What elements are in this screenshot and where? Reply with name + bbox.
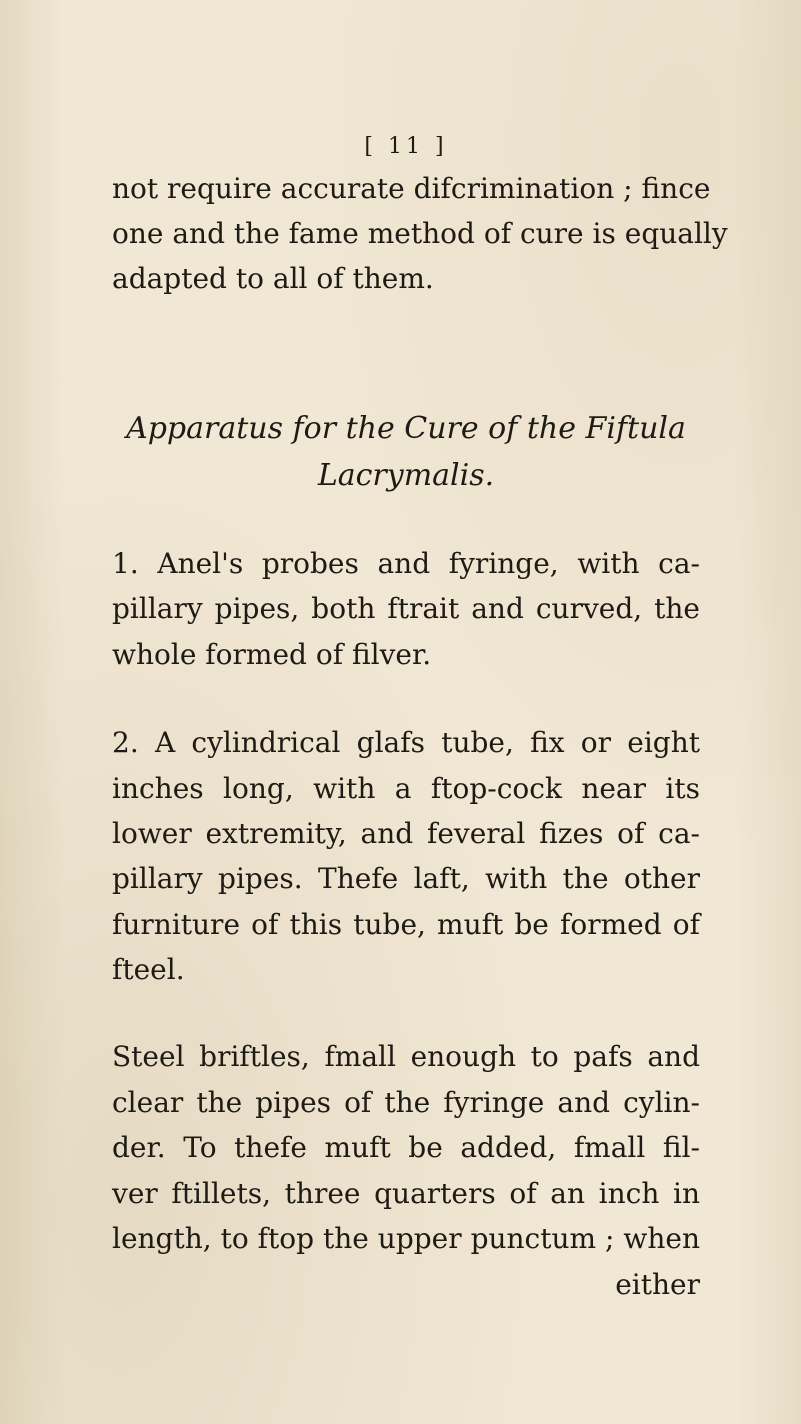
paragraph-line: Steel briftles, fmall enough to pafs and [112, 1040, 700, 1073]
list-item-line: fteel. [112, 953, 185, 986]
paragraph-line: length, to ftop the upper punctum ; when [112, 1222, 700, 1255]
paragraph-line: clear the pipes of the fyringe and cylin- [112, 1086, 700, 1119]
paragraph-line: der. To thefe muft be added, fmall fil- [112, 1131, 700, 1164]
list-item-line: whole formed of filver. [112, 638, 432, 671]
section-heading: Lacrymalis. [317, 458, 495, 493]
paragraph-line: one and the fame method of cure is equally [112, 217, 728, 250]
list-item-line: 1. Anel's probes and fyringe, with ca- [112, 547, 700, 580]
page-number: [ 11 ] [364, 134, 448, 159]
paragraph-line: ver ftillets, three quarters of an inch in [112, 1177, 700, 1210]
list-item-line: pillary pipes, both ftrait and curved, the [112, 592, 700, 625]
paragraph-line: adapted to all of them. [112, 262, 434, 295]
section-heading: Apparatus for the Cure of the Fiftula [126, 411, 686, 446]
list-item-line: pillary pipes. Thefe laft, with the other [112, 862, 700, 895]
list-item-line: furniture of this tube, muft be formed of [112, 908, 700, 941]
paragraph-line: not require accurate difcrimination ; fince [112, 172, 711, 205]
list-item-line: 2. A cylindrical glafs tube, fix or eight [112, 726, 700, 759]
list-item-line: lower extremity, and feveral fizes of ca- [112, 817, 700, 850]
catchword: either [615, 1268, 700, 1301]
list-item-line: inches long, with a ftop-cock near its [112, 772, 700, 805]
